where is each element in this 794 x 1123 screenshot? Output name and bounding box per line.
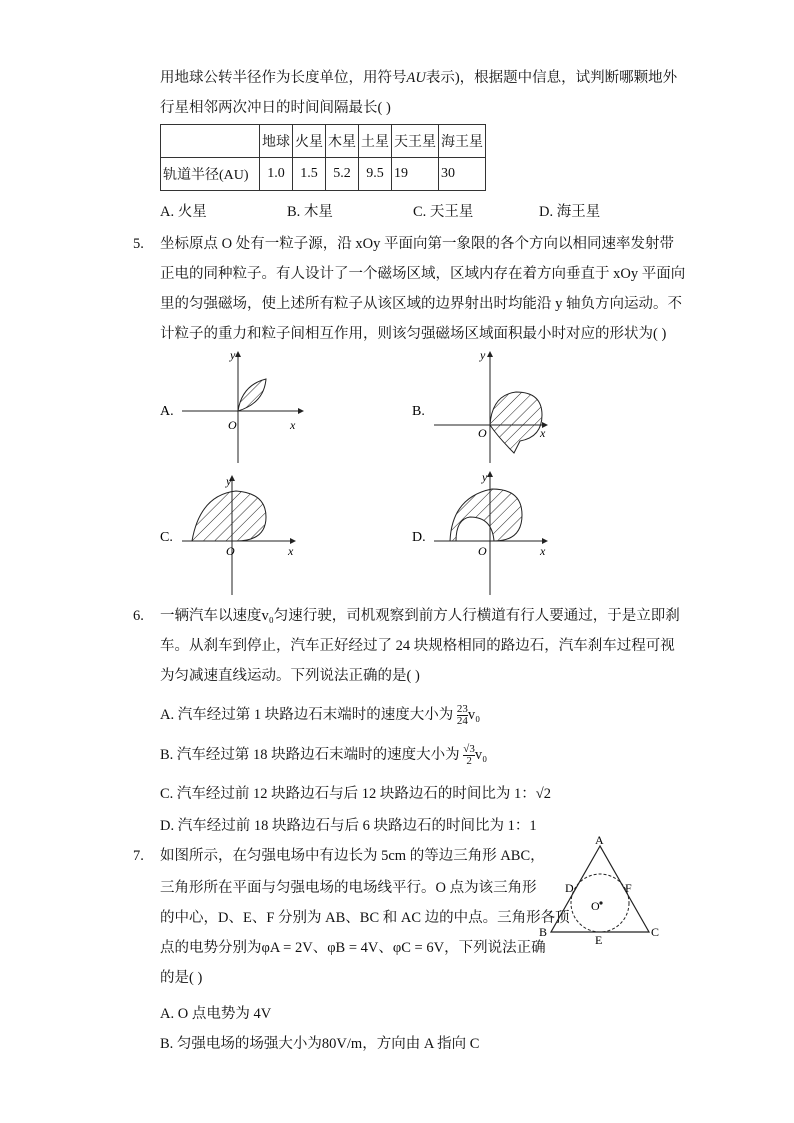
q5-text-line: 坐标原点 O 处有一粒子源，沿 xOy 平面向第一象限的各个方向以相同速率发射带 <box>160 236 674 252</box>
q7-text-line: 如图所示，在匀强电场中有边长为 5cm 的等边三角形 ABC， <box>160 848 545 864</box>
fraction-sqrt: $\frac{23}{24}$ <box>456 703 468 727</box>
magnetic-region-shape <box>490 392 542 453</box>
origin-label: O <box>228 418 237 432</box>
q7-text-line: 三角形所在平面与匀强电场的电场线平行。O 点为该三角形 <box>160 880 537 896</box>
table-cell: 1.0 <box>260 158 293 191</box>
q4-text-line2: 行星相邻两次冲日的时间间隔最长( ) <box>160 100 391 116</box>
table-cell: 9.5 <box>359 158 392 191</box>
q4-option-c[interactable]: C. 天王星 <box>413 204 474 220</box>
point-f-label: F <box>625 881 632 895</box>
origin-label: O <box>478 544 487 558</box>
arrow-icon <box>235 351 241 357</box>
q7-option-b[interactable]: B. 匀强电场的场强大小为80V/m，方向由 A 指向 C <box>160 1036 480 1052</box>
q5-text-line: 计粒子的重力和粒子间相互作用，则该匀强磁场区域面积最小时对应的形状为( ) <box>160 326 667 342</box>
q7-text-line: 点的电势分别为φA = 2V、φB = 4V、φC = 6V，下列说法正确 <box>160 940 546 956</box>
arrow-icon <box>487 351 493 357</box>
table-cell: 土星 <box>359 125 392 158</box>
point-e-label: E <box>595 933 603 947</box>
q4-au-var: AU <box>406 70 426 86</box>
x-label: x <box>540 426 546 440</box>
table-cell: 1.5 <box>293 158 326 191</box>
table-row-label: 轨道半径(AU) <box>161 158 260 191</box>
q4-option-b[interactable]: B. 木星 <box>287 204 333 220</box>
q5-fig-b-label: B. <box>412 404 425 419</box>
q6-text-line: 为匀减速直线运动。下列说法正确的是( ) <box>160 668 420 684</box>
x-label: x <box>288 544 294 558</box>
magnetic-region-shape <box>450 489 522 541</box>
fraction: $\frac{√3}{2}$ <box>463 743 475 767</box>
vertex-c-label: C <box>651 925 660 939</box>
point-o-label: O <box>591 899 600 913</box>
q5-number: 5. <box>133 236 144 252</box>
arrow-icon <box>487 471 493 477</box>
arrow-icon <box>298 408 304 414</box>
table-row <box>161 158 486 191</box>
y-label: y <box>482 470 488 484</box>
q6-option-c[interactable]: C. 汽车经过前 12 块路边石与后 12 块路边石的时间比为 1：√2 <box>160 786 552 802</box>
q5-fig-a-label: A. <box>160 404 174 419</box>
vertex-a-label: A <box>595 833 604 847</box>
vertex-b-label: B <box>539 925 548 939</box>
magnetic-region-shape <box>238 379 266 411</box>
table-header-row <box>161 125 486 158</box>
triangle-figure <box>535 832 665 947</box>
table-cell: 地球 <box>260 125 293 158</box>
q5-fig-d[interactable] <box>412 470 548 595</box>
orbit-radius-table <box>160 124 486 191</box>
origin-label: O <box>478 426 487 440</box>
table-cell: 海王星 <box>439 125 486 158</box>
q6-option-a[interactable]: A. 汽车经过第 1 块路边石末端时的速度大小为 $\frac{23}{24}$ v₀ <box>160 703 481 727</box>
center-dot <box>599 901 602 904</box>
q5-figure <box>150 345 570 605</box>
q5-fig-a[interactable] <box>160 348 304 463</box>
q4-option-d[interactable]: D. 海王星 <box>539 204 601 220</box>
y-label: y <box>230 348 236 362</box>
magnetic-region-shape <box>192 491 266 541</box>
q6-text-line: 车。从刹车到停止，汽车正好经过了 24 块规格相同的路边石，汽车刹车过程可视 <box>160 638 675 654</box>
q4-text-line1: 用地球公转半径作为长度单位，用符号AU表示)，根据题中信息，试判断哪颗地外 <box>160 70 678 86</box>
q7-text-line: 的是( ) <box>160 970 203 986</box>
table-cell: 30 <box>439 158 486 191</box>
y-label: y <box>226 474 232 488</box>
q5-fig-d-label: D. <box>412 530 426 545</box>
q5-fig-c-label: C. <box>160 530 173 545</box>
origin-label: O <box>226 544 235 558</box>
q7-option-a[interactable]: A. O 点电势为 4V <box>160 1006 272 1022</box>
q7-text-line: 的中心，D、E、F 分别为 AB、BC 和 AC 边的中点。三角形各顶 <box>160 910 570 926</box>
table-cell: 火星 <box>293 125 326 158</box>
q5-text-line: 正电的同种粒子。有人设计了一个磁场区域，区域内存在着方向垂直于 xOy 平面向 <box>160 266 686 282</box>
x-label: x <box>540 544 546 558</box>
y-label: y <box>480 348 486 362</box>
q6-text-line: 一辆汽车以速度v₀匀速行驶，司机观察到前方人行横道有行人要通过，于是立即刹 <box>160 608 680 624</box>
q5-text-line: 里的匀强磁场，使上述所有粒子从该区域的边界射出时均能沿 y 轴负方向运动。不 <box>160 296 682 312</box>
q5-fig-b[interactable] <box>412 348 548 463</box>
q7-number: 7. <box>133 848 144 864</box>
q4-option-a[interactable]: A. 火星 <box>160 204 207 220</box>
table-cell: 天王星 <box>392 125 439 158</box>
table-cell: 19 <box>392 158 439 191</box>
x-label: x <box>290 418 296 432</box>
table-cell: 木星 <box>326 125 359 158</box>
q5-fig-c[interactable] <box>160 474 296 595</box>
table-cell: 5.2 <box>326 158 359 191</box>
table-cell <box>161 125 260 158</box>
q6-option-b[interactable]: B. 汽车经过第 18 块路边石末端时的速度大小为 $\frac{√3}{2}$ v₀ <box>160 743 488 767</box>
point-d-label: D <box>565 881 574 895</box>
q6-option-d[interactable]: D. 汽车经过前 18 块路边石与后 6 块路边石的时间比为 1：1 <box>160 818 537 834</box>
q6-number: 6. <box>133 608 144 624</box>
